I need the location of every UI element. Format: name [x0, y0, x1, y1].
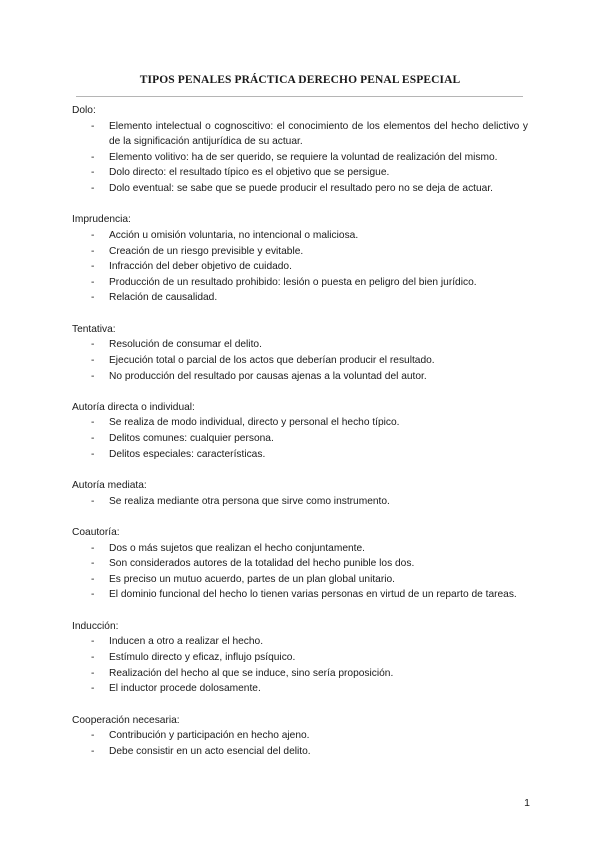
section-heading: Inducción:: [72, 620, 119, 632]
list-item: [72, 556, 528, 572]
bullet-dash: -: [91, 292, 95, 304]
bullet-dash: -: [91, 167, 95, 179]
list-item: [72, 681, 528, 697]
bullet-dash: -: [91, 589, 95, 601]
bullet-list: [72, 494, 528, 510]
bullet-dash: -: [91, 730, 95, 742]
bullet-dash: -: [91, 370, 95, 382]
list-item-text: Elemento intelectual o cognoscitivo: el conocimiento de los elementos del hecho delictivo y de la significación antijurídica de su actuar.: [109, 120, 528, 148]
section: [72, 400, 528, 462]
bullet-dash: -: [91, 558, 95, 570]
section-heading: Imprudencia:: [72, 214, 131, 226]
list-item-text: El dominio funcional del hecho lo tienen varias personas en virtud de un reparto de tareas.: [109, 589, 517, 601]
list-item: [72, 728, 528, 744]
bullet-dash: -: [91, 495, 95, 507]
list-item-text: El inductor procede dolosamente.: [109, 683, 261, 695]
section-heading: Tentativa:: [72, 323, 116, 335]
list-item-text: Ejecución total o parcial de los actos que deberían producir el resultado.: [109, 354, 435, 366]
bullet-list: [72, 415, 528, 462]
bullet-dash: -: [91, 229, 95, 241]
section: [72, 212, 528, 306]
list-item-text: Dolo eventual: se sabe que se puede producir el resultado pero no se deja de actuar.: [109, 182, 493, 194]
bullet-dash: -: [91, 433, 95, 445]
list-item-text: Relación de causalidad.: [109, 292, 218, 304]
list-item-text: Producción de un resultado prohibido: lesión o puesta en peligro del bien jurídico.: [109, 276, 477, 288]
bullet-list: [72, 634, 528, 696]
section: [72, 619, 528, 697]
document-title: TIPOS PENALES PRÁCTICA DERECHO PENAL ESPECIAL: [139, 74, 461, 86]
list-item: [72, 415, 528, 431]
bullet-dash: -: [91, 542, 95, 554]
section-heading: Cooperación necesaria:: [72, 714, 180, 726]
section-heading: Autoría mediata:: [72, 480, 147, 492]
list-item-text: Son considerados autores de la totalidad del hecho punible los dos.: [109, 558, 415, 570]
list-item-text: Delitos especiales: características.: [109, 448, 266, 460]
section: [72, 103, 528, 197]
bullet-list: [72, 541, 528, 603]
bullet-dash: -: [91, 120, 95, 132]
list-item-text: Dos o más sujetos que realizan el hecho conjuntamente.: [109, 542, 365, 554]
list-item: [72, 541, 528, 557]
list-item-text: Creación de un riesgo previsible y evitable.: [109, 245, 304, 257]
bullet-dash: -: [91, 636, 95, 648]
bullet-dash: -: [91, 417, 95, 429]
list-item: [72, 369, 528, 385]
list-item: [72, 744, 528, 760]
list-item-text: Elemento volitivo: ha de ser querido, se requiere la voluntad de realización del mismo.: [109, 151, 498, 163]
list-item-text: Infracción del deber objetivo de cuidado.: [109, 261, 292, 273]
section-heading: Dolo:: [72, 105, 96, 116]
list-item-text: Es preciso un mutuo acuerdo, partes de un plan global unitario.: [109, 573, 395, 585]
bullet-dash: -: [91, 182, 95, 194]
list-item: [72, 290, 528, 306]
list-item-text: Acción u omisión voluntaria, no intencional o maliciosa.: [109, 229, 359, 241]
section: [72, 713, 528, 760]
bullet-dash: -: [91, 245, 95, 257]
list-item-text: Realización del hecho al que se induce, sino sería proposición.: [109, 667, 394, 679]
list-item: [72, 447, 528, 463]
list-item-text: Contribución y participación en hecho ajeno.: [109, 730, 310, 742]
bullet-list: [72, 728, 528, 759]
list-item: [72, 228, 528, 244]
bullet-dash: -: [91, 261, 95, 273]
bullet-dash: -: [91, 652, 95, 663]
list-item-text: Se realiza de modo individual, directo y personal el hecho típico.: [109, 417, 400, 429]
list-item: [72, 165, 528, 181]
list-item-text: Dolo directo: el resultado típico es el objetivo que se persigue.: [109, 167, 390, 179]
section-heading: Coautoría:: [72, 527, 120, 539]
section-heading: Autoría directa o individual:: [72, 401, 195, 413]
bullet-dash: -: [91, 573, 95, 585]
list-item-text: Delitos comunes: cualquier persona.: [109, 433, 274, 445]
bullet-dash: -: [91, 151, 95, 163]
list-item-text: Se realiza mediante otra persona que sirve como instrumento.: [109, 495, 390, 507]
section: [72, 478, 528, 509]
bullet-dash: -: [91, 683, 95, 695]
section: [72, 525, 528, 603]
list-item: [72, 337, 528, 353]
bullet-dash: -: [91, 448, 95, 460]
document-body: [72, 103, 528, 775]
list-item: [72, 244, 528, 260]
list-item-text: Estímulo directo y eficaz, influjo psíquico.: [109, 652, 296, 663]
list-item: [72, 650, 528, 666]
bullet-dash: -: [91, 276, 95, 288]
list-item-text: Resolución de consumar el delito.: [109, 339, 262, 351]
list-item: [72, 494, 528, 510]
bullet-dash: -: [91, 667, 95, 679]
list-item: [72, 431, 528, 447]
list-item: [72, 150, 528, 166]
list-item: [72, 259, 528, 275]
list-item: [72, 275, 528, 291]
bullet-dash: -: [91, 354, 95, 366]
bullet-list: [72, 337, 528, 384]
bullet-dash: -: [91, 745, 95, 757]
list-item-text: Inducen a otro a realizar el hecho.: [109, 636, 264, 648]
list-item: [72, 181, 528, 197]
list-item-text: Debe consistir en un acto esencial del delito.: [109, 745, 311, 757]
section: [72, 322, 528, 384]
list-item: [72, 666, 528, 682]
list-item: [72, 572, 528, 588]
title-divider: [76, 96, 523, 97]
list-item: [72, 634, 528, 650]
list-item: [72, 119, 528, 150]
list-item: [72, 353, 528, 369]
page-number: 1: [524, 797, 530, 809]
bullet-dash: -: [91, 339, 95, 351]
list-item-text: No producción del resultado por causas ajenas a la voluntad del autor.: [109, 370, 427, 382]
list-item: [72, 587, 528, 603]
bullet-list: [72, 119, 528, 197]
bullet-list: [72, 228, 528, 306]
